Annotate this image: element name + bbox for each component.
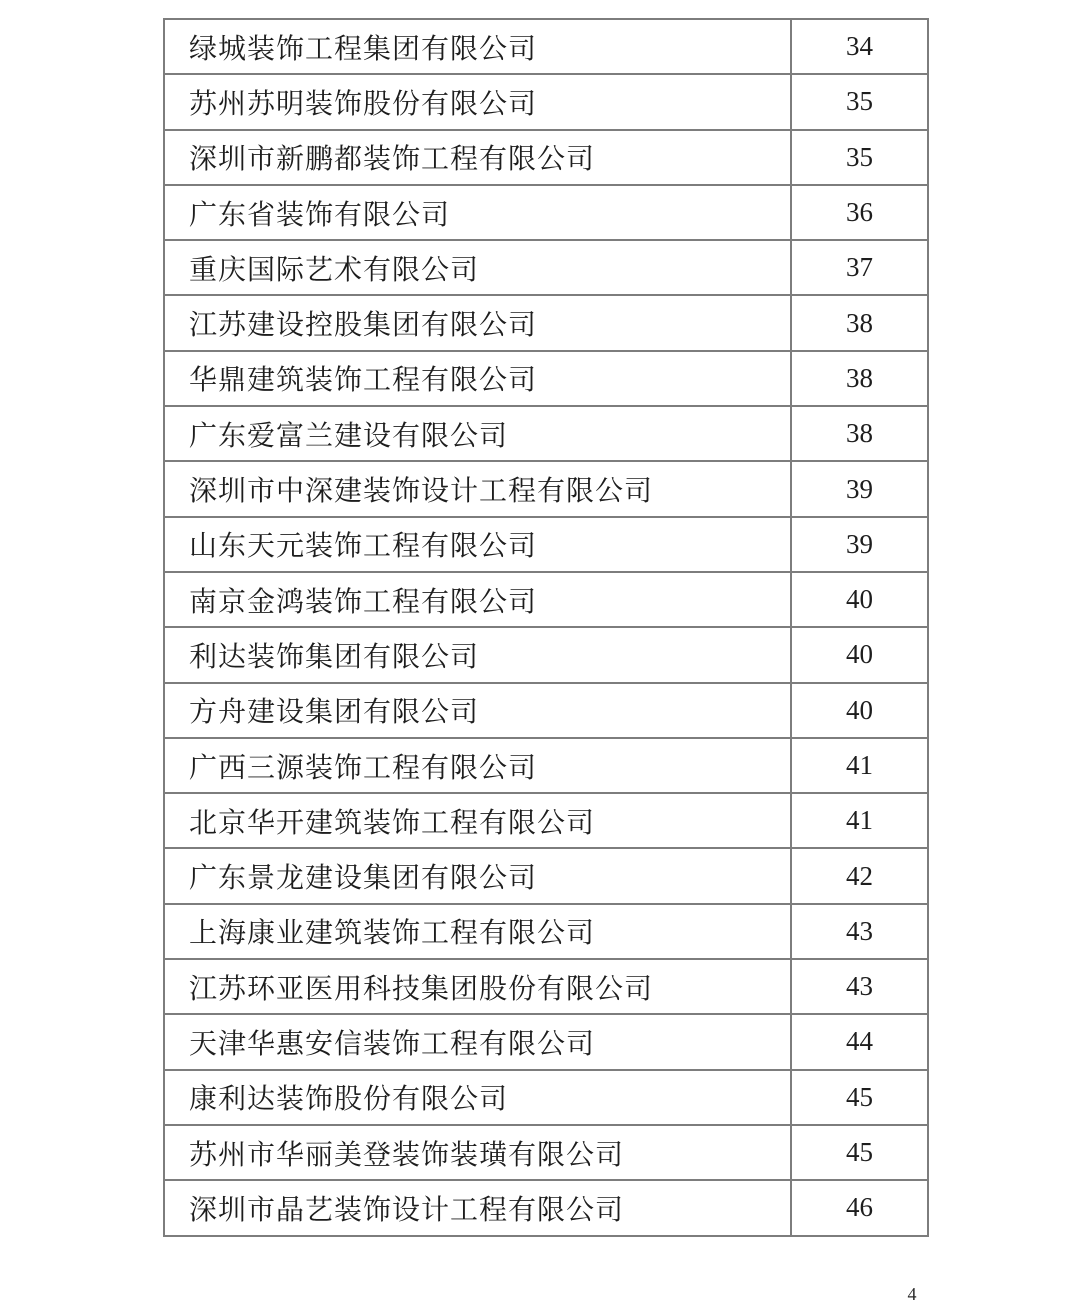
company-ranking-table <box>163 18 929 1237</box>
table-row <box>164 738 928 793</box>
rank-value-cell: 38 <box>791 406 928 461</box>
table-row <box>164 683 928 738</box>
table-row <box>164 1125 928 1180</box>
table-row <box>164 904 928 959</box>
table-row <box>164 517 928 572</box>
company-name-cell: 广东省装饰有限公司 <box>164 185 791 240</box>
rank-value-cell: 36 <box>791 185 928 240</box>
company-name-cell: 方舟建设集团有限公司 <box>164 683 791 738</box>
table-row <box>164 793 928 848</box>
rank-value-cell: 40 <box>791 572 928 627</box>
rank-value-cell: 46 <box>791 1180 928 1235</box>
company-name-cell: 深圳市晶艺装饰设计工程有限公司 <box>164 1180 791 1235</box>
table-row <box>164 959 928 1014</box>
company-name-cell: 绿城装饰工程集团有限公司 <box>164 19 791 74</box>
company-name-cell: 上海康业建筑装饰工程有限公司 <box>164 904 791 959</box>
table-row <box>164 240 928 295</box>
company-name-cell: 山东天元装饰工程有限公司 <box>164 517 791 572</box>
table-body <box>164 19 928 1236</box>
rank-value-cell: 41 <box>791 793 928 848</box>
company-name-cell: 苏州苏明装饰股份有限公司 <box>164 74 791 129</box>
table-row <box>164 1070 928 1125</box>
rank-value-cell: 40 <box>791 627 928 682</box>
rank-value-cell: 41 <box>791 738 928 793</box>
table-row <box>164 572 928 627</box>
rank-value-cell: 45 <box>791 1125 928 1180</box>
company-name-cell: 重庆国际艺术有限公司 <box>164 240 791 295</box>
rank-value-cell: 35 <box>791 74 928 129</box>
rank-value-cell: 38 <box>791 351 928 406</box>
table-row <box>164 295 928 350</box>
table-row <box>164 351 928 406</box>
table-row <box>164 1014 928 1069</box>
rank-value-cell: 45 <box>791 1070 928 1125</box>
company-name-cell: 利达装饰集团有限公司 <box>164 627 791 682</box>
table-row <box>164 848 928 903</box>
company-name-cell: 天津华惠安信装饰工程有限公司 <box>164 1014 791 1069</box>
company-name-cell: 深圳市中深建装饰设计工程有限公司 <box>164 461 791 516</box>
rank-value-cell: 38 <box>791 295 928 350</box>
table-row <box>164 19 928 74</box>
rank-value-cell: 43 <box>791 959 928 1014</box>
company-name-cell: 广东景龙建设集团有限公司 <box>164 848 791 903</box>
rank-value-cell: 44 <box>791 1014 928 1069</box>
rank-value-cell: 37 <box>791 240 928 295</box>
rank-value-cell: 42 <box>791 848 928 903</box>
table-row <box>164 185 928 240</box>
company-name-cell: 北京华开建筑装饰工程有限公司 <box>164 793 791 848</box>
page-number: 4 <box>907 1284 917 1304</box>
company-name-cell: 江苏环亚医用科技集团股份有限公司 <box>164 959 791 1014</box>
table-row <box>164 406 928 461</box>
rank-value-cell: 35 <box>791 130 928 185</box>
company-name-cell: 华鼎建筑装饰工程有限公司 <box>164 351 791 406</box>
company-name-cell: 江苏建设控股集团有限公司 <box>164 295 791 350</box>
company-name-cell: 康利达装饰股份有限公司 <box>164 1070 791 1125</box>
rank-value-cell: 39 <box>791 517 928 572</box>
table-row <box>164 627 928 682</box>
rank-value-cell: 43 <box>791 904 928 959</box>
table-row <box>164 461 928 516</box>
rank-value-cell: 40 <box>791 683 928 738</box>
table-row <box>164 130 928 185</box>
company-name-cell: 广东爱富兰建设有限公司 <box>164 406 791 461</box>
company-name-cell: 南京金鸿装饰工程有限公司 <box>164 572 791 627</box>
rank-value-cell: 34 <box>791 19 928 74</box>
rank-value-cell: 39 <box>791 461 928 516</box>
company-name-cell: 苏州市华丽美登装饰装璜有限公司 <box>164 1125 791 1180</box>
company-name-cell: 广西三源装饰工程有限公司 <box>164 738 791 793</box>
table-row <box>164 74 928 129</box>
table-row <box>164 1180 928 1235</box>
company-name-cell: 深圳市新鹏都装饰工程有限公司 <box>164 130 791 185</box>
